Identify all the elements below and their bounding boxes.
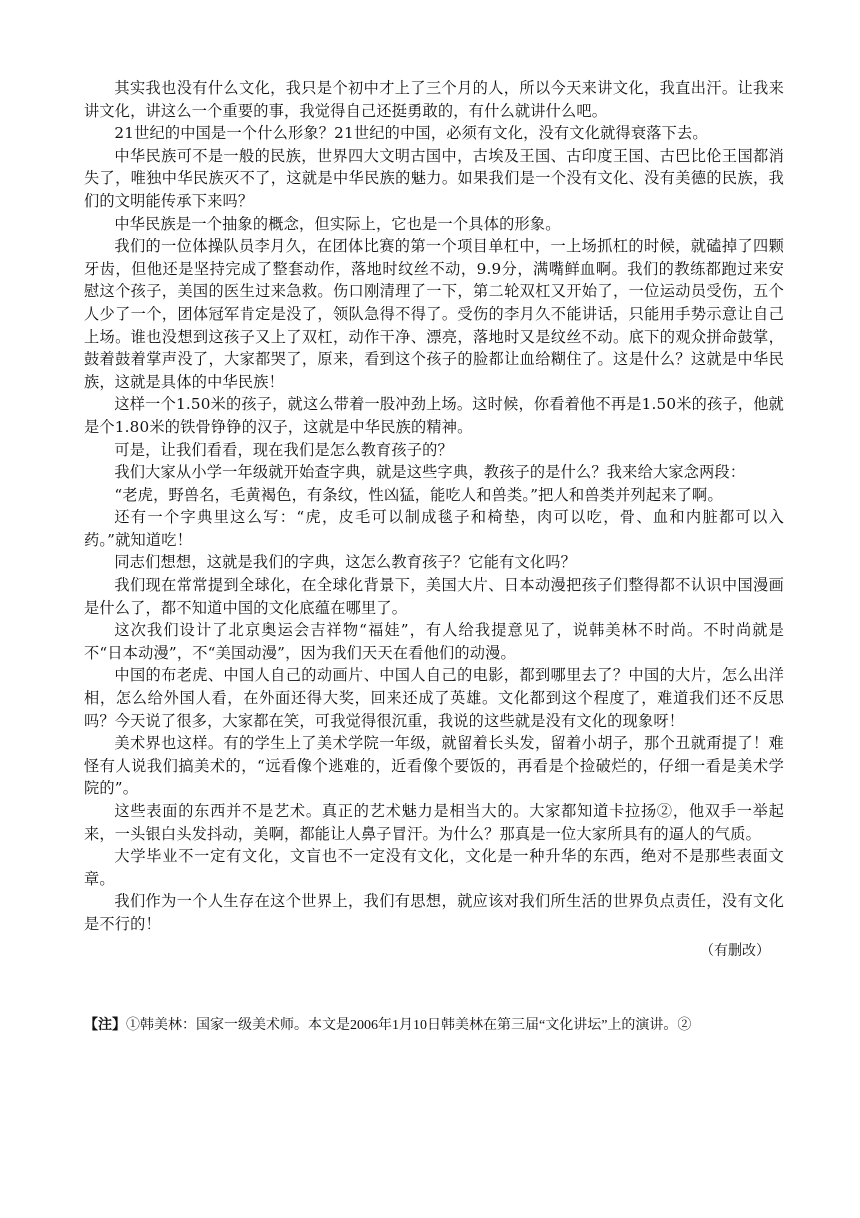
paragraph: 21世纪的中国是一个什么形象？21世纪的中国，必须有文化，没有文化就得衰落下去。 (114, 124, 708, 143)
footnote-tag: 【注】 (84, 1018, 126, 1033)
footnote (84, 1015, 784, 1037)
paragraph: “老虎，野兽名，毛黄褐色，有条纹，性凶猛，能吃人和兽类。”把人和兽类并列起来了啊。 (114, 485, 723, 504)
paragraph: 中华民族是一个抽象的概念，但实际上，它也是一个具体的形象。 (114, 214, 561, 233)
paragraph: 同志们想想，这就是我们的字典，这怎么教育孩子？它能有文化吗？ (114, 553, 577, 572)
paragraph: 我们的一位体操队员李月久，在团体比赛的第一个项目单杠中，一上场抓杠的时候，就磕掉了四颗牙齿，但他还是坚持完成了整套动作，落地时纹丝不动，9.9分，满嘴鲜血啊。我们的教练都跑过来安慰这个孩子，美国的医生过来急救。伤口刚清理了一下，第二轮双杠又开始了，一位运动员受伤，五个人少了一个，团体冠军肯定是没了，领队急得不得了。受伤的李月久不能讲话，只能用手势示意让自己上场。谁也没想到这孩子又上了双杠，动作干净、漂亮，落地时又是纹丝不动。底下的观众拼命鼓掌，鼓着鼓着掌声没了，大家都哭了，原来，看到这个孩子的脸都让血给糊住了。这是什么？这就是中华民族，这就是具体的中华民族！ (84, 237, 784, 391)
paragraph: 这些表面的东西并不是艺术。真正的艺术魅力是相当大的。大家都知道卡拉扬②，他双手一举起来，一头银白头发抖动，美啊，都能让人鼻子冒汗。为什么？那真是一位大家所具有的逼人的气质。 (84, 802, 784, 843)
revision-note: （有删改） (700, 942, 770, 959)
paragraph: 其实我也没有什么文化，我只是个初中才上了三个月的人，所以今天来讲文化，我直出汗。让我来讲文化，讲这么一个重要的事，我觉得自己还挺勇敢的，有什么就讲什么吧。 (84, 79, 784, 120)
paragraph: 还有一个字典里这么写：“虎，皮毛可以制成毯子和椅垫，肉可以吃，骨、血和内脏都可以入药。”就知道吃！ (84, 508, 784, 549)
paragraph: 我们大家从小学一年级就开始查字典，就是这些字典，教孩子的是什么？我来给大家念两段： (114, 463, 746, 482)
paragraph: 这次我们设计了北京奥运会吉祥物“福娃”，有人给我提意见了，说韩美林不时尚。不时尚就是不“日本动漫”，不“美国动漫”，因为我们天天在看他们的动漫。 (84, 621, 784, 662)
paragraph: 我们作为一个人生存在这个世界上，我们有思想，就应该对我们所生活的世界负点责任，没有文化是不行的！ (84, 892, 784, 933)
paragraph: 中国的布老虎、中国人自己的动画片、中国人自己的电影，都到哪里去了？中国的大片，怎么出洋相，怎么给外国人看，在外面还得大奖，回来还成了英雄。文化都到这个程度了，难道我们还不反思吗？今天说了很多，大家都在笑，可我觉得很沉重，我说的这些就是没有文化的现象呀！ (84, 666, 784, 730)
paragraph: 中华民族可不是一般的民族，世界四大文明古国中，古埃及王国、古印度王国、古巴比伦王国都消失了，唯独中华民族灭不了，这就是中华民族的魅力。如果我们是一个没有文化、没有美德的民族，我们的文明能传承下来吗？ (84, 146, 784, 210)
footnote-text: ①韩美林：国家一级美术师。本文是2006年1月10日韩美林在第三届“文化讲坛”上的演讲。② (126, 1018, 692, 1033)
paragraph: 大学毕业不一定有文化，文盲也不一定没有文化，文化是一种升华的东西，绝对不是那些表面文章。 (84, 847, 784, 888)
article-body (84, 77, 784, 962)
paragraph: 这样一个1.50米的孩子，就这么带着一股冲劲上场。这时候，你看着他不再是1.50米的孩子，他就是个1.80米的铁骨铮铮的汉子，这就是中华民族的精神。 (84, 395, 784, 436)
paragraph: 美术界也这样。有的学生上了美术学院一年级，就留着长头发，留着小胡子，那个丑就甭提了！难怪有人说我们搞美术的，“远看像个逃难的，近看像个要饭的，再看是个捡破烂的，仔细一看是美术学院的”。 (84, 734, 784, 798)
paragraph: 可是，让我们看看，现在我们是怎么教育孩子的？ (114, 440, 453, 459)
paragraph: 我们现在常常提到全球化，在全球化背景下，美国大片、日本动漫把孩子们整得都不认识中国漫画是什么了，都不知道中国的文化底蕴在哪里了。 (84, 576, 784, 617)
